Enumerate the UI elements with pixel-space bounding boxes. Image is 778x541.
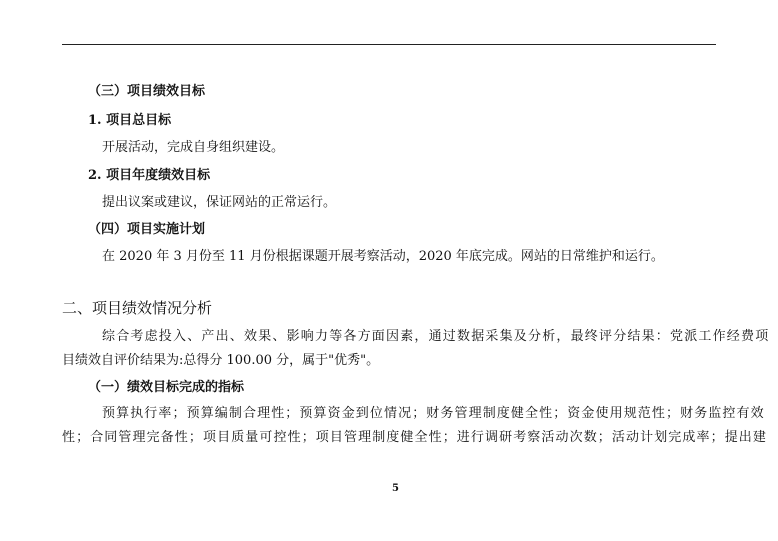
header-rule	[62, 44, 716, 45]
paragraph-implementation-plan: 在 2020 年 3 月份至 11 月份根据课题开展考察活动，2020 年底完成。网站的日常维护和运行。	[102, 249, 664, 264]
paragraph-analysis-line-1: 综合考虑投入、产出、效果、影响力等各方面因素，通过数据采集及分析，最终评分结果：党派工作经费项	[102, 329, 770, 344]
page-number: 5	[392, 483, 399, 494]
heading-completed-indicators: （一）绩效目标完成的指标	[88, 380, 245, 395]
heading-overall-goal: 1. 项目总目标	[88, 113, 172, 128]
paragraph-overall-goal: 开展活动，完成自身组织建设。	[102, 140, 285, 155]
paragraph-indicators-line-1: 预算执行率；预算编制合理性；预算资金到位情况；财务管理制度健全性；资金使用规范性；财务监控有效	[102, 406, 765, 421]
paragraph-analysis-line-2: 目绩效自评价结果为:总得分 100.00 分，属于"优秀"。	[62, 353, 380, 368]
heading-implementation-plan: （四）项目实施计划	[88, 222, 206, 237]
heading-project-performance-goals: （三）项目绩效目标	[88, 84, 206, 99]
heading-annual-goal: 2. 项目年度绩效目标	[88, 168, 211, 183]
paragraph-annual-goal: 提出议案或建议，保证网站的正常运行。	[102, 195, 337, 210]
section-title-performance-analysis: 二、项目绩效情况分析	[62, 299, 213, 317]
paragraph-indicators-line-2: 性；合同管理完备性；项目质量可控性；项目管理制度健全性；进行调研考察活动次数；活动计划完成率；提出建	[62, 430, 768, 445]
